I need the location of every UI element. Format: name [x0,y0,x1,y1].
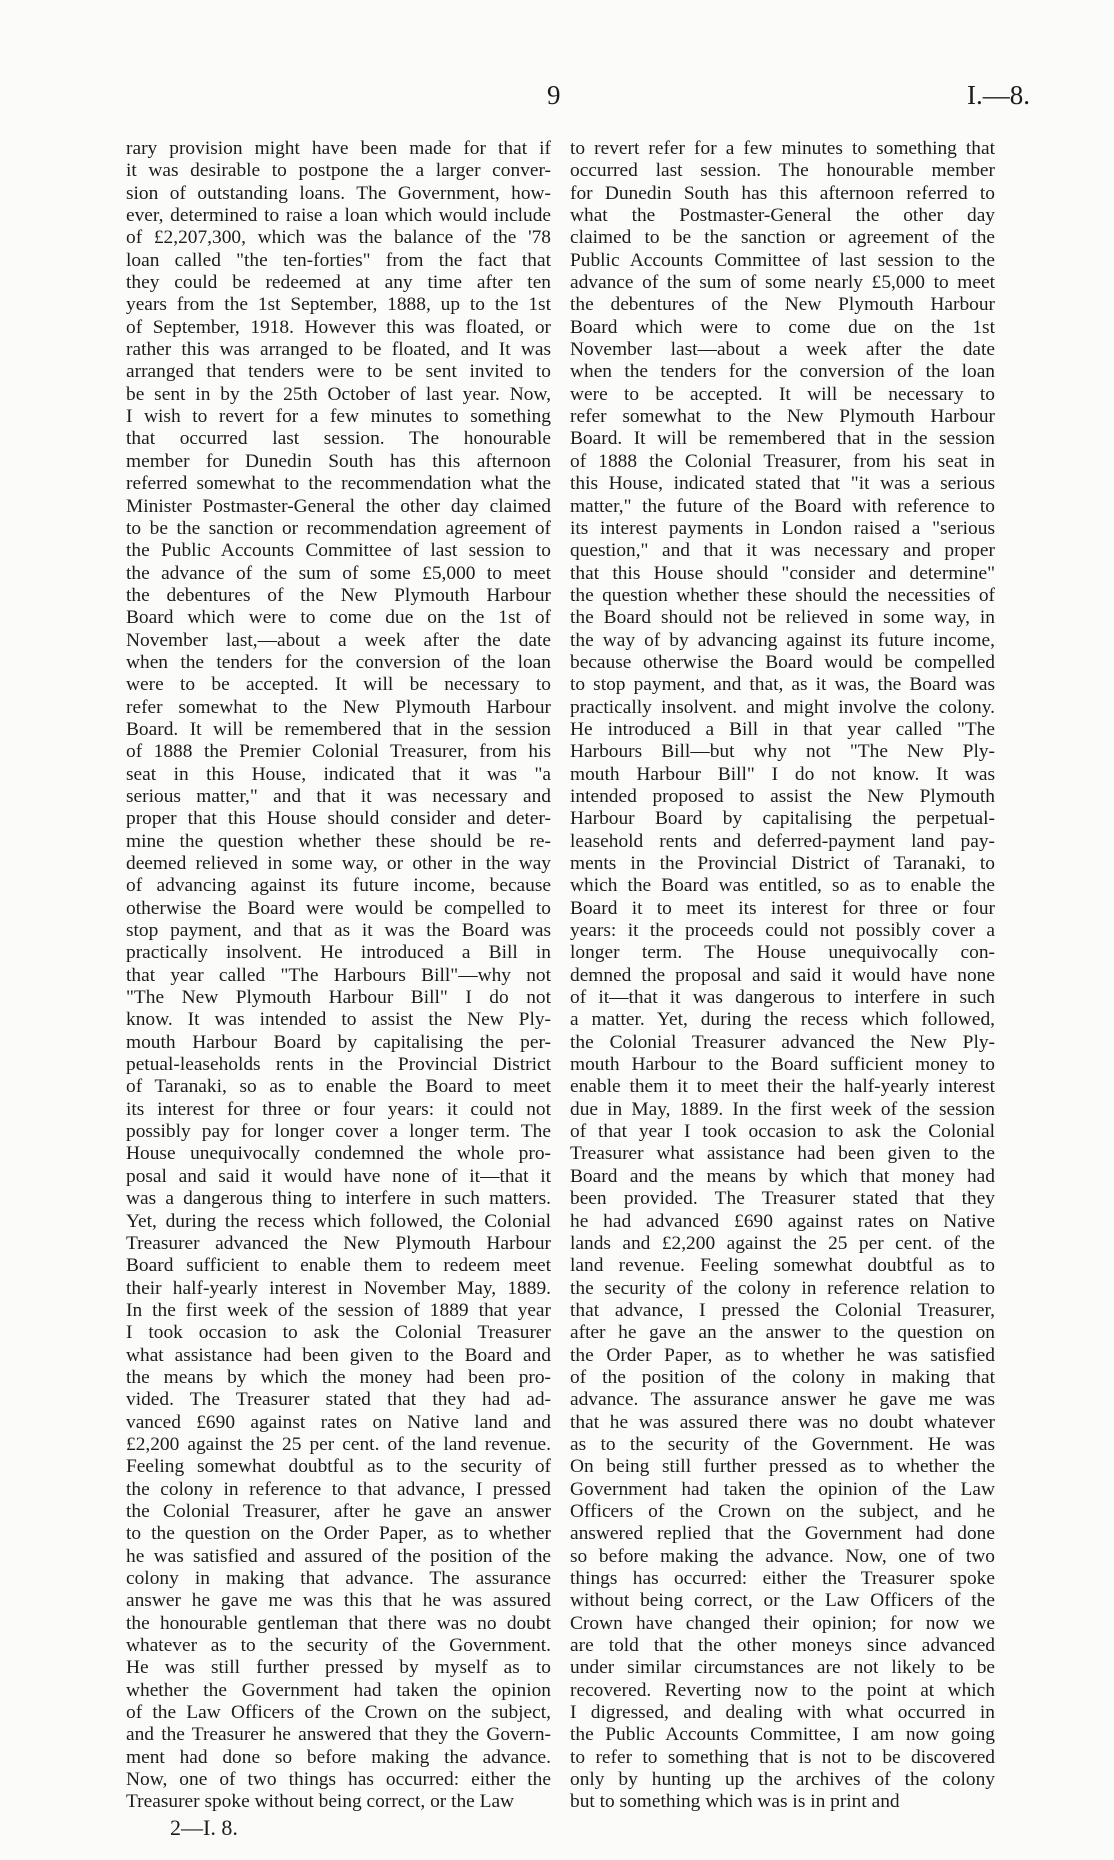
text-line: refer somewhat to the New Plymouth Harbour [570,406,995,428]
text-line: Government had taken the opinion of the Law [570,1478,995,1500]
text-line: otherwise the Board were would be compelled to [126,897,551,919]
text-line: claimed to be the sanction or agreement of the [570,227,995,249]
text-line: Harbours Bill—but why not "The New Ply- [570,741,995,763]
text-line: mouth Harbour to the Board sufficient money to [570,1054,995,1076]
text-line: were to be accepted. It will be necessary to [126,674,551,696]
text-line: ever, determined to raise a loan which would include [126,205,551,227]
text-line: "The New Plymouth Harbour Bill" I do not [126,987,551,1009]
text-line: practically insolvent. and might involve the colony. [570,696,995,718]
text-line: Board. It will be remembered that in the session [570,428,995,450]
text-line: matter," the future of the Board with reference to [570,495,995,517]
text-line: that advance, I pressed the Colonial Treasurer, [570,1299,995,1321]
text-line: stop payment, and that as it was the Board was [126,920,551,942]
text-line: November last,—about a week after the date [126,629,551,651]
text-line: Feeling somewhat doubtful as to the security of [126,1456,551,1478]
text-line: Minister Postmaster-General the other day claimed [126,495,551,517]
text-line: to stop payment, and that, as it was, the Board was [570,674,995,696]
text-line: lands and £2,200 against the 25 per cent. of the [570,1232,995,1254]
text-line: House unequivocally condemned the whole pro- [126,1143,551,1165]
text-line: posal and said it would have none of it—that it [126,1165,551,1187]
text-line: ments in the Provincial District of Taranaki, to [570,853,995,874]
text-line: when the tenders for the conversion of the loan [126,651,551,673]
text-line: the way of by advancing against its future income, [570,629,995,651]
text-line: of it—that it was dangerous to interfere in such [570,987,995,1009]
text-line: Treasurer spoke without being correct, or the Law [126,1791,515,1813]
text-line: November last—about a week after the date [570,339,995,361]
left-text-column [126,138,551,1814]
text-line: of £2,207,300, which was the balance of the '78 [126,227,551,249]
text-line: they could be redeemed at any time after ten [126,272,551,294]
text-line: possibly pay for longer cover a longer term. The [126,1121,551,1143]
text-line: of September, 1918. However this was floated, or [126,316,551,338]
text-line: been provided. The Treasurer stated that they [570,1188,995,1210]
text-line: land revenue. Feeling somewhat doubtful as to [570,1255,995,1277]
text-line: member for Dunedin South has this afternoon [126,450,551,472]
page-number: 9 [547,80,561,110]
text-line: rather this was arranged to be floated, and It was [126,339,551,361]
text-line: be sent in by the 25th October of last year. Now, [126,383,551,405]
text-line: the security of the colony in reference relation to [570,1277,995,1299]
text-line: question," and that it was necessary and proper [570,540,995,562]
right-text-column [570,138,995,1814]
text-line: whether the Government had taken the opinion [126,1679,551,1701]
text-line: He was still further pressed by myself as to [126,1657,551,1679]
text-line: was a dangerous thing to interfere in such matters. [126,1188,551,1210]
text-line: referred somewhat to the recommendation what the [126,473,551,495]
text-line: the Board should not be relieved in some way, in [570,607,995,629]
text-line: that he was assured there was no doubt whatever [570,1411,995,1433]
text-line: Yet, during the recess which followed, the Colonial [126,1210,551,1232]
text-line: occurred last session. The honourable member [570,160,995,182]
text-line: that occurred last session. The honourable [126,428,551,450]
text-line: Treasurer what assistance had been given to the [570,1143,995,1165]
text-line: what assistance had been given to the Board and [126,1344,551,1366]
text-line: arranged that tenders were to be sent invited to [126,361,551,383]
text-line: loan called "the ten-forties" from the fact that [126,249,551,271]
text-line: refer somewhat to the New Plymouth Harbour [126,696,551,718]
text-line: rary provision might have been made for that if [126,138,551,159]
text-line: sion of outstanding loans. The Government, how- [126,182,551,204]
text-line: only by hunting up the archives of the colony [570,1769,995,1791]
text-line: its interest payments in London raised a "serious [570,517,995,539]
text-line: intended proposed to assist the New Plymouth [570,785,995,807]
text-line: He introduced a Bill in that year called "The [570,718,995,740]
text-line: Board which were to come due on the 1st [570,316,995,338]
text-line: years: it the proceeds could not possibly cover a [570,920,995,942]
text-line: of Taranaki, so as to enable the Board to meet [126,1076,551,1098]
text-line: the honourable gentleman that there was no doubt [126,1612,551,1634]
text-line: so before making the advance. Now, one of two [570,1545,995,1567]
text-line: for Dunedin South has this afternoon referred to [570,182,995,204]
text-line: due in May, 1889. In the first week of the session [570,1098,995,1120]
text-line: the Public Accounts Committee of last session to [126,540,551,562]
text-line: mouth Harbour Board by capitalising the per- [126,1031,551,1053]
text-line: Board. It will be remembered that in the session [126,718,551,740]
text-line: demned the proposal and said it would have none [570,964,995,986]
text-line: Public Accounts Committee of last session to the [570,249,995,271]
text-line: the Colonial Treasurer, after he gave an answer [126,1500,551,1522]
text-line: the Colonial Treasurer advanced the New Ply- [570,1031,995,1053]
text-line: Board and the means by which that money had [570,1165,995,1187]
text-line: he had advanced £690 against rates on Native [570,1210,995,1232]
text-line: their half-yearly interest in November May, 1889. [126,1277,551,1299]
text-line: of the position of the colony in making that [570,1366,995,1388]
text-line: things has occurred: either the Treasurer spoke [570,1568,995,1589]
text-line: the means by which the money had been pro- [126,1366,551,1388]
text-line: this House, indicated stated that "it was a serious [570,473,995,495]
text-line: petual-leaseholds rents in the Provincial District [126,1054,551,1076]
text-line: enable them it to meet their the half-yearly interest [570,1076,995,1098]
text-line: were to be accepted. It will be necessary to [570,383,995,405]
text-line: of that year I took occasion to ask the Colonial [570,1121,995,1143]
text-line: longer term. The House unequivocally con- [570,942,995,964]
text-line: colony in making that advance. The assurance [126,1568,551,1589]
text-line: to refer to something that is not to be discovered [570,1746,995,1768]
text-line: I wish to revert for a few minutes to something [126,406,551,428]
text-line: Now, one of two things has occurred: either the [126,1769,551,1791]
text-line: the question whether these should the necessities of [570,584,995,606]
text-line: I took occasion to ask the Colonial Treasurer [126,1322,551,1344]
text-line: leasehold rents and deferred-payment land pay- [570,830,995,852]
text-line: recovered. Reverting now to the point at which [570,1679,995,1701]
text-line: under similar circumstances are not likely to be [570,1657,995,1679]
text-line: proper that this House should consider and deter- [126,808,551,830]
text-line: of 1888 the Colonial Treasurer, from his seat in [570,450,995,472]
text-line: the debentures of the New Plymouth Harbour [126,584,551,606]
text-line: answered replied that the Government had done [570,1523,995,1545]
text-line: deemed relieved in some way, or other in the way [126,853,551,874]
text-line: In the first week of the session of 1889 that year [126,1299,551,1321]
text-line: answer he gave me was this that he was assured [126,1590,551,1612]
text-line: which the Board was entitled, so as to enable the [570,875,995,897]
text-line: he was satisfied and assured of the position of the [126,1545,551,1567]
text-line: of advancing against its future income, because [126,875,551,897]
text-line: £2,200 against the 25 per cent. of the land revenue. [126,1433,551,1455]
text-line: mouth Harbour Bill" I do not know. It was [570,763,995,785]
text-line: know. It was intended to assist the New Ply- [126,1009,551,1031]
text-line: the Order Paper, as to whether he was satisfied [570,1344,995,1366]
text-line: without being correct, or the Law Officers of the [570,1590,995,1612]
page-footer: 2—I. 8. [170,1815,238,1840]
document-reference: I.—8. [967,80,1030,110]
text-line: what the Postmaster-General the other day [570,205,995,227]
text-line: advance of the sum of some nearly £5,000 to meet [570,272,995,294]
text-line: whatever as to the security of the Government. [126,1635,551,1657]
text-line: I digressed, and dealing with what occurred in [570,1702,995,1724]
text-line: practically insolvent. He introduced a Bill in [126,942,551,964]
text-line: vided. The Treasurer stated that they had ad- [126,1389,551,1411]
text-line: it was desirable to postpone the a larger conver- [126,160,551,182]
text-line: Harbour Board by capitalising the perpetual- [570,808,995,830]
text-line: and the Treasurer he answered that they the Govern- [126,1724,551,1746]
text-line: to revert refer for a few minutes to something that [570,138,995,159]
text-line: that year called "The Harbours Bill"—why not [126,964,551,986]
text-line: the advance of the sum of some £5,000 to meet [126,562,551,584]
text-line: Board it to meet its interest for three or four [570,897,995,919]
text-line: Crown have changed their opinion; for now we [570,1612,995,1634]
text-line: serious matter," and that it was necessary and [126,785,551,807]
text-line: years from the 1st September, 1888, up to the 1st [126,294,551,316]
text-line: advance. The assurance answer he gave me was [570,1389,995,1411]
text-line: as to the security of the Government. He was [570,1433,995,1455]
text-line: of 1888 the Premier Colonial Treasurer, from his [126,741,551,763]
page-header [0,80,1114,120]
text-line: On being still further pressed as to whether the [570,1456,995,1478]
text-line: the Public Accounts Committee, I am now going [570,1724,995,1746]
text-line: when the tenders for the conversion of the loan [570,361,995,383]
text-line: but to something which was is in print and [570,1791,900,1813]
text-line: Board sufficient to enable them to redeem meet [126,1255,551,1277]
text-line: ment had done so before making the advance. [126,1746,551,1768]
text-line: Board which were to come due on the 1st of [126,607,551,629]
text-line: after he gave an the answer to the question on [570,1322,995,1344]
text-line: Treasurer advanced the New Plymouth Harbour [126,1232,551,1254]
text-line: to be the sanction or recommendation agreement of [126,517,551,539]
text-line: Officers of the Crown on the subject, and he [570,1500,995,1522]
text-line: its interest for three or four years: it could not [126,1098,551,1120]
text-line: because otherwise the Board would be compelled [570,651,995,673]
text-line: the colony in reference to that advance, I pressed [126,1478,551,1500]
text-line: of the Law Officers of the Crown on the subject, [126,1702,551,1724]
text-line: to the question on the Order Paper, as to whether [126,1523,551,1545]
text-line: that this House should "consider and determine" [570,562,995,584]
text-line: the debentures of the New Plymouth Harbour [570,294,995,316]
text-line: seat in this House, indicated that it was "a [126,763,551,785]
text-line: a matter. Yet, during the recess which followed, [570,1009,995,1031]
text-line: are told that the other moneys since advanced [570,1635,995,1657]
text-line: vanced £690 against rates on Native land and [126,1411,551,1433]
text-line: mine the question whether these should be re- [126,830,551,852]
